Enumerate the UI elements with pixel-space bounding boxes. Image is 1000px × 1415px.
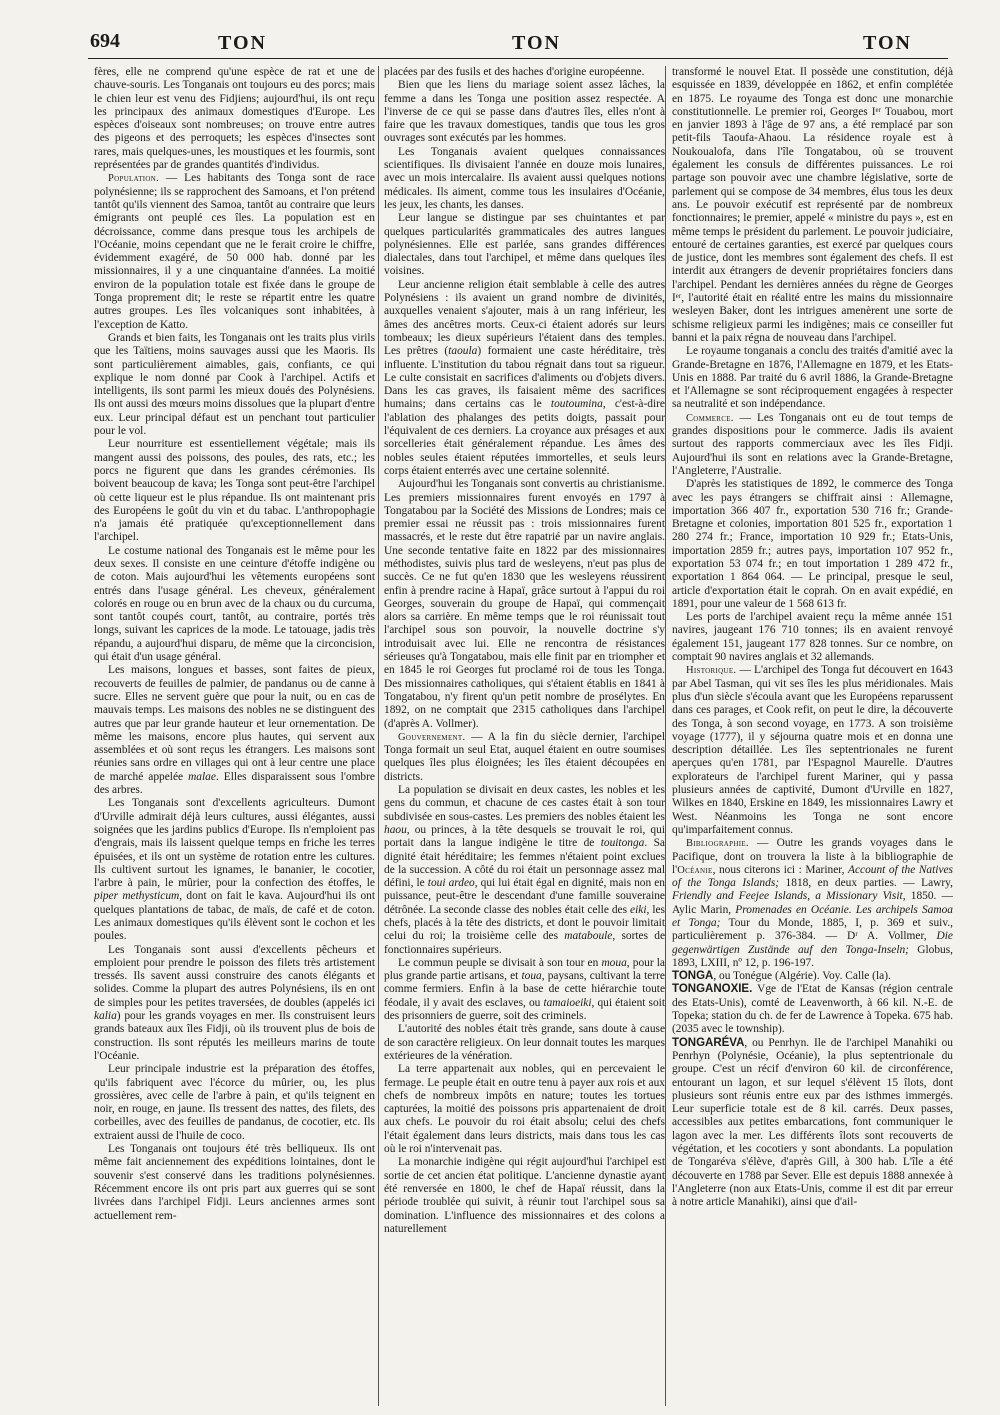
- section-label: Historique.: [686, 665, 737, 677]
- paragraph-text: Les Tonganais sont d'excellents agriculteurs. Dumont d'Urville admirait déjà leurs cultures, aussi élégantes, aussi soignées que les jardins publics d'Europe. Ils n'emploient pas d'engrais, mais ils laissent quelque temps en friche les terres épuisées, et ils ont un système de rotation entre les cultures. Ils cultivent surtout les ignames, le bananier, le cocotier, l'arbre à pain, le mûrier, pour la confection des étoffes, le: [94, 797, 375, 890]
- paragraph: [672, 412, 953, 478]
- italic-term: kalia: [94, 1010, 117, 1023]
- running-head-left: TON: [218, 32, 267, 54]
- italic-term: moua: [601, 956, 627, 969]
- paragraph: D'après les statistiques de 1892, le commerce des Tonga avec les pays étrangers se chiffrait ainsi : Allemagne, importation 366 407 fr., exportation 530 716 fr.; Grande-Bretagne et colonies, importation 801 525 fr., exportation 1 280 274 fr.; France, importation 10 929 fr.; Etats-Unis, importation 2859 fr.; autres pays, importation 107 952 fr., exportation 53 074 fr.; en tout importation 1 289 472 fr., exportation 1 864 064. — Le principal, presque le seul, article d'exportation était le coprah. On en avait expédié, en 1891, pour une valeur de 1 568 613 fr.: [672, 478, 953, 610]
- entry-headword: TONGANOXIE.: [672, 983, 753, 996]
- paragraph-text: Les maisons, longues et basses, sont faites de pieux, recouverts de feuilles de palmier, de pandanus ou de canne à sucre. Elles ne servent guère que pour la nuit, ou en cas de mauvais temps. Les maisons des nobles ne se distinguent des autres que par leur grande hauteur et leur ornementation. De même les maisons, encore plus hautes, qui servent aux assemblées et où sont reçus les étrangers. Les maisons sont réunies sans ordre en villages qui ont à leur centre une place de marché appelée: [94, 664, 375, 783]
- entry-headword: TONGARÉVA: [672, 1036, 745, 1049]
- paragraph-text: , c'est-à-dire l'ablation des phalanges des petits doigts, passait pour l'équivalent de ces derniers. La croyance aux présages et aux sorcelleries était généralement répandue. Les âmes des nobles seules étaient réputées immortelles, et seuls leurs corps étaient enterrés avec une certaine solennité.: [384, 398, 665, 477]
- dictionary-entry: [672, 983, 953, 1036]
- italic-term: malae: [188, 770, 216, 783]
- paragraph-text: — L'archipel des Tonga fut découvert en 1643 par Abel Tasman, qui vit ses îles les plus méridionales. Mais plus d'un siècle s'écoula avant que les Européens reparussent dans ces parages, et Cook refit, on peut le dire, la découverte des Tonga, à son second voyage, en 1773. A son troisième voyage (1777), il y séjourna quatre mois et en donna une description détaillée. Les îles septentrionales ne furent aperçues qu'en 1781, par l'Espagnol Maurelle. D'autres explorateurs de l'archipel furent Mariner, qui y passa plusieurs années de captivité, Dumont d'Urville en 1827, Wilkes en 1840, Erskine en 1849, les missionnaires Lawry et West. Néanmoins les Tonga ne sont encore qu'imparfaitement connus.: [672, 664, 953, 836]
- paragraph: Leur langue se distingue par ses chuintantes et par quelques particularités grammaticales des autres langues polynésiennes. Elle est parlée, sans grandes différences dialectales, dans tout l'archipel, et même dans quelques îles voisines.: [384, 212, 665, 278]
- paragraph-text: — Les habitants des Tonga sont de race polynésienne; ils se rapprochent des Samoans, et l'on prétend tantôt qu'ils viennent des Samoa, tantôt au contraire que leurs émigrants ont peuplé ces îles. La population est en décroissance, comme dans presque tous les archipels de l'Océanie, moins cependant que ne le ferait croire le chiffre, évidemment exagéré, de 50 000 hab. donné par les missionnaires, il y a une cinquantaine d'années. La moitié environ de la population totale est fixée dans le groupe de Tonga proprement dit; le reste se répartit entre les quatre autres groupes. Les îles volcaniques sont inhabitées, à l'exception de Katto.: [94, 172, 375, 331]
- book-title: Promenades en Océanie. Les archipels Samoa et Tonga;: [672, 903, 953, 929]
- running-head-center: TON: [512, 32, 561, 54]
- italic-term: piper methysticum: [94, 890, 180, 903]
- header-rule: [88, 58, 948, 59]
- paragraph: [94, 944, 375, 1064]
- paragraph-text: , dont on fait le kava. Aujourd'hui ils ont quelques plantations de tabac, de maïs, de café et de coton. Les animaux domestiques qu'ils élèvent sont le cochon et les poules.: [94, 890, 375, 943]
- paragraph-text: Tour du Monde, 1885, I, p. 369 et suiv., particulièrement p. 376-384. — Dʳ A. Vollmer,: [672, 917, 953, 943]
- entry-text: , ou Penrhyn. Ile de l'archipel Manahiki ou Penrhyn (Polynésie, Océanie), la plus septentrionale du groupe. C'est un récif d'environ 60 kil. de circonférence, entourant un lagon, et sur lequel s'élèvent 15 îlots, dont plusieurs sont réunis entre eux par des isthmes immergés. Leur superficie totale est de 8 kil. carrés. Deux passes, accessibles aux petites embarcations, font communiquer le lagon avec la mer. Les différents îlots sont recouverts de végétation, et les cocotiers y sont abondants. La population de Tongaréva s'élève, d'après Gill, à 300 hab. L'île a été découverte en 1788 par Sever. Elle est depuis 1888 annexée à l'Angleterre (non aux Etats-Unis, comme il est dit par erreur à notre article Manahiki), ainsi que d'ail-: [672, 1036, 953, 1209]
- section-label: Gouvernement.: [398, 731, 466, 743]
- paragraph-text: — Les Tonganais ont eu de tout temps de grandes dispositions pour le commerce. Jadis ils avaient surtout des rapports commerciaux avec les îles Fidji. Aujourd'hui ils sont en relations avec la Grande-Bretagne, l'Angleterre, l'Australie.: [672, 411, 953, 477]
- paragraph-text: 1818, en deux parties. — Lawry,: [785, 877, 953, 890]
- column-3: [672, 66, 953, 1406]
- paragraph-text: , paysans, cultivant la terre comme fermiers. Enfin à la base de cette hiérarchie toute féodale, il y avait des esclaves, ou: [384, 970, 665, 1009]
- paragraph: [384, 731, 665, 784]
- paragraph: La terre appartenait aux nobles, qui en percevaient le fermage. Le peuple était en outre tenu à payer aux rois et aux chefs de nombreux impôts en nature; toutes les tortues capturées, la moitié des poissons pris appartenaient de droit aux chefs. Le pouvoir du roi était absolu; celui des chefs l'était également dans leurs districts, mais dans tous les cas où le roi n'intervenait pas.: [384, 1063, 665, 1156]
- paragraph-text: ) pour les grands voyages en mer. Ils construisent leurs grands bateaux aux îles Fidji, où ils trouvent plus de bois de construction. Ils sont réputés les meilleurs marins de toute l'Océanie.: [94, 1010, 375, 1062]
- column-divider: [665, 66, 666, 1406]
- italic-term: tamaioeiki: [543, 996, 592, 1009]
- paragraph-text: , 1850. — Aylic Marin,: [672, 890, 953, 916]
- entry-headword: TONGA: [672, 970, 714, 983]
- paragraph-text: La population se divisait en deux castes, les nobles et les gens du commun, et chacune de ces castes était à son tour subdivisée en sous-castes. Les premiers des nobles étaient les: [384, 784, 665, 823]
- paragraph-text: , nous citerons ici : Mariner,: [712, 863, 845, 876]
- book-title: Account of the Natives of the Tonga Islands;: [672, 863, 953, 890]
- paragraph-text: , qui lui était égal en dignité, mais non en puissance, peut-être le descendant d'une famille souveraine détrônée. La seconde classe des nobles était celle des: [384, 877, 665, 916]
- paragraph: Grands et bien faits, les Tonganais ont les traits plus virils que les Taïtiens, moins sauvages aussi que les Maoris. Ils sont particulièrement aimables, gais, confiants, ce qui explique le nom donné par Cook à l'archipel. Actifs et intelligents, ils sont parmi les mieux doués des Polynésiens. Ils ont aussi des mœurs moins dissolues que la plupart d'entre eux. Leur principal défaut est un penchant tout particulier pour le vol.: [94, 331, 375, 438]
- paragraph: transformé le nouvel Etat. Il possède une constitution, déjà esquissée en 1839, développée en 1862, et enfin complétée en 1875. Le royaume des Tonga est donc une monarchie constitutionnelle. Le premier roi, Georges Iᵉʳ Touabou, mort en janvier 1893 à l'âge de 97 ans, a été remplacé par son petit-fils Taoufa-Ahaou. La résidence royale est à Noukoualofa, dans l'île Tongatabou, où se trouvent également les consuls de différentes puissances. Le roi partage son pouvoir avec une chambre législative, sorte de parlement qui se compose de 34 membres, élus tous les deux ans. Le pouvoir exécutif est représenté par de nombreux fonctionnaires; le premier, appelé « ministre du pays », est en même temps le président du parlement. Le pouvoir judiciaire, entouré de certaines garanties, est exercé par quelques cours de justice, dont les membres sont également des chefs. Il est interdit aux étrangers de devenir propriétaires fonciers dans l'archipel. Pendant les dernières années du règne de Georges Iᵉʳ, l'autorité était en réalité entre les mains du missionnaire wesleyen Baker, dont les intrigues amenèrent une sorte de schisme religieux parmi les indigènes; mais ce conseiller fut banni et la paix régna de nouveau dans l'archipel.: [672, 66, 953, 344]
- paragraph: [672, 664, 953, 837]
- section-label: Bibliographie.: [686, 838, 749, 850]
- italic-term: touitonga: [600, 837, 645, 850]
- paragraph-text: , les chefs, placés à la tête des districts, et dont le pouvoir limitait celui du roi; la troisième celle des: [384, 903, 665, 943]
- italic-term: toutoumina: [550, 398, 603, 411]
- paragraph: La monarchie indigène qui régit aujourd'hui l'archipel est sortie de cet ancien état politique. L'ancienne dynastie ayant été renversée en 1800, le chef de Hapaï réussit, dans la période troublée qui suivit, à réunir tout l'archipel sous sa domination. L'influence des missionnaires et des colons a naturellement: [384, 1156, 665, 1235]
- paragraph: [94, 172, 375, 332]
- column-2: [384, 66, 665, 1406]
- section-label: Commerce.: [686, 412, 734, 424]
- paragraph-text: Le commun peuple se divisait à son tour en: [398, 956, 599, 969]
- paragraph-text: , ou princes, à la tête desquels se trouvait le roi, qui portait dans la langue indigène le titre de: [384, 823, 665, 850]
- italic-term: toua: [521, 970, 542, 983]
- section-label: Population.: [108, 173, 160, 185]
- column-divider: [378, 66, 379, 1406]
- paragraph: Les ports de l'archipel avaient reçu la même année 151 navires, jaugeant 176 710 tonnes; ils en avaient renvoyé également 151, jaugeant 177 828 tonnes. Sur ce nombre, on comptait 90 navires anglais et 32 allemands.: [672, 611, 953, 664]
- paragraph: fères, elle ne comprend qu'une espèce de rat et une de chauve-souris. Les Tonganais ont toujours eu des porcs; mais le chien leur est venu des Fidjiens; aujourd'hui, ils ont reçu les principaux des animaux domestiques d'Europe. Les espèces d'oiseaux sont nombreuses; on trouve entre autres des pigeons et des perroquets; les espèces d'insectes sont rares, mais quelques-unes, les moustiques et les fourmis, sont représentées par de grandes quantités d'individus.: [94, 66, 375, 172]
- paragraph: Les Tonganais ont toujours été très belliqueux. Ils ont même fait anciennement des expéditions lointaines, dont le souvenir s'est conservé dans les traditions polynésiennes. Récemment encore ils ont pris part aux guerres qui se sont livrées dans l'archipel Fidji. Leurs anciennes armes sont actuellement rem-: [94, 1143, 375, 1222]
- page-number: 694: [90, 30, 120, 52]
- paragraph: [94, 797, 375, 943]
- paragraph: [94, 664, 375, 797]
- paragraph-text: . Sa dignité était héréditaire; les femmes n'étaient point exclues de la succession. A côté du roi était un personnage assez mal défini, le: [384, 837, 665, 890]
- paragraph-text: . Elles disparaissent sous l'ombre des arbres.: [94, 770, 375, 797]
- entry-text: , ou Tonégue (Algérie). Voy. Calle (la).: [713, 970, 891, 983]
- entry-text: Vge de l'Etat de Kansas (région centrale des Etats-Unis), comté de Leavenworth, à 66 kil. N.-E. de Topeka; station du ch. de fer de Lawrence à Topeka. 675 hab. (2035 avec le township).: [672, 983, 953, 1036]
- paragraph: Leur principale industrie est la préparation des étoffes, qu'ils fabriquent avec l'écorce du mûrier, ou, les plus grossières, avec celle de l'arbre à pain, et qu'ils teignent en noir, en rouge, en jaune. Ils tressent des nattes, des filets, des corbeilles, avec des feuilles de pandanus, de cocotier, etc. Ils extraient aussi de l'huile de coco.: [94, 1063, 375, 1142]
- column-1: [94, 66, 375, 1406]
- paragraph-text: , sortes de fonctionnaires supérieurs.: [384, 930, 665, 956]
- paragraph-text: , pour la plus grande partie artisans, et: [384, 956, 665, 983]
- italic-term: toui ardeo: [427, 877, 475, 890]
- paragraph: [384, 279, 665, 478]
- italic-term: eiki: [630, 903, 647, 916]
- italic-term: taoula: [448, 345, 478, 358]
- italic-term: mataboule: [564, 930, 613, 943]
- running-head-right: TON: [863, 32, 912, 54]
- italic-term: haou: [384, 823, 407, 836]
- paragraph: [384, 784, 665, 957]
- paragraph: L'autorité des nobles était très grande, sans doute à cause de son caractère religieux. On leur donnait toutes les marques extérieures de la vénération.: [384, 1023, 665, 1062]
- paragraph: Leur nourriture est essentiellement végétale; mais ils mangent aussi des poissons, des poules, des rats, etc.; les porcs ne figurent que dans les grandes cérémonies. Ils boivent beaucoup de kava; les Tonga sont peut-être l'archipel où cette liqueur est le plus répandue. Ils ont maintenant pris des Européens le goût du vin et du tabac. L'anthropophagie n'a jamais été pratiquée qu'exceptionnellement dans l'archipel.: [94, 438, 375, 544]
- paragraph: Bien que les liens du mariage soient assez lâches, la femme a dans les Tonga une position assez respectée. A l'inverse de ce qui se passe dans d'autres îles, elles n'ont à faire que les travaux domestiques, tandis que tous les gros ouvrages sont exécutés par les hommes.: [384, 79, 665, 145]
- dictionary-entry: [672, 970, 953, 983]
- paragraph: [672, 837, 953, 970]
- cross-reference: Océanie: [677, 864, 713, 876]
- book-title: Friendly and Feejee Islands, a Missionary Visit: [672, 890, 903, 903]
- paragraph: Le costume national des Tonganais est le même pour les deux sexes. Il consiste en une ceinture d'étoffe indigène ou de coton. Mais aujourd'hui les vêtements européens sont entrés dans l'usage général. Les cheveux, généralement colorés en rouge ou en brun avec de la chaux ou du curcuma, sont tantôt coupés court, tantôt, au contraire, portés très longs, suivant les caprices de la mode. Le tatouage, jadis très répandu, a aujourd'hui disparu, de même que la circoncision, qui était d'un usage général.: [94, 544, 375, 664]
- paragraph: Aujourd'hui les Tonganais sont convertis au christianisme. Les premiers missionnaires furent envoyés en 1797 à Tongatabou par la Société des Missions de Londres; mais ce premier essai ne réussit pas : trois missionnaires furent massacrés, et le reste dut être rapatrié par un navire anglais. Une seconde tentative faite en 1822 par des missionnaires méthodistes, suivis plus tard de wesleyens, n'eut pas plus de succès. Ce ne fut qu'en 1830 que les wesleyens réussirent enfin à prendre racine à Hapaï, grâce surtout à l'appui du roi Georges, souverain du groupe de Hapaï, qui commençait alors sa carrière. En même temps que le roi réunissait tout l'archipel sous son pouvoir, la nouvelle doctrine s'y introduisait avec lui. Elle ne rencontra de résistances sérieuses qu'à Tongatabou, mais elle finit par en triompher et en 1845 le roi Georges fut proclamé roi de tous les Tonga. Des missionnaires catholiques, qui s'étaient établis en 1841 à Tongatabou, n'y firent qu'un petit nombre de prosélytes. En 1892, on ne comptait que 2315 catholiques dans l'archipel (d'après A. Vollmer).: [384, 478, 665, 730]
- paragraph-text: , qui étaient soit des prisonniers de guerre, soit des criminels.: [384, 996, 665, 1023]
- dictionary-entry: [672, 1037, 953, 1210]
- paragraph-text: — Outre les grands voyages dans le Pacifique, dont on trouvera la liste à la bibliographie de l': [672, 837, 953, 876]
- paragraph: [384, 957, 665, 1023]
- paragraph: Les Tonganais avaient quelques connaissances scientifiques. Ils divisaient l'année en douze mois lunaires, avec un mois intercalaire. Ils avaient aussi quelques notions médicales. Ils aiment, comme tous les insulaires d'Océanie, les jeux, les chants, les danses.: [384, 145, 665, 211]
- paragraph: Le royaume tonganais a conclu des traités d'amitié avec la Grande-Bretagne en 1876, l'Allemagne en 1879, et les Etats-Unis en 1888. Par traité du 6 avril 1886, la Grande-Bretagne et l'Allemagne se sont réciproquement engagées à respecter sa neutralité et son indépendance.: [672, 345, 953, 411]
- paragraph-text: — A la fin du siècle dernier, l'archipel Tonga formait un seul Etat, auquel étaient en outre soumises quelques îles plus éloignées; les îles étaient découpées en districts.: [384, 730, 665, 783]
- book-title: Die gegenwärtigen Zustände auf den Tonga-Inseln;: [672, 930, 953, 956]
- paragraph-text: ) formaient une caste héréditaire, très influente. L'institution du tabou régnait dans tout sa rigueur. Le culte consistait en sacrifices d'aliments ou d'objets divers. Dans les cas graves, ils faisaient même des sacrifices humains; dans certains cas le: [384, 345, 665, 411]
- paragraph-text: Leur ancienne religion était semblable à celle des autres Polynésiens : ils avaient un grand nombre de divinités, auxquelles venaient s'ajouter, mais à un rang inférieur, les âmes des ancêtres morts. Ceux-ci étaient adorés sur leurs tombeaux; les dieux supérieurs l'étaient dans des temples. Les prêtres (: [384, 278, 665, 358]
- paragraph-text: Globus, 1893, LXIII, nº 12, p. 196-197.: [672, 943, 953, 969]
- paragraph-text: Les Tonganais sont aussi d'excellents pêcheurs et emploient pour prendre le poisson des filets très artistement tressés. Ils savent aussi construire des canots élégants et solides. Comme la plupart des autres Polynésiens, ils en ont de simples pour les petites traversées, de doubles (appelés ici: [94, 943, 375, 1009]
- paragraph: placées par des fusils et des haches d'origine européenne.: [384, 66, 645, 78]
